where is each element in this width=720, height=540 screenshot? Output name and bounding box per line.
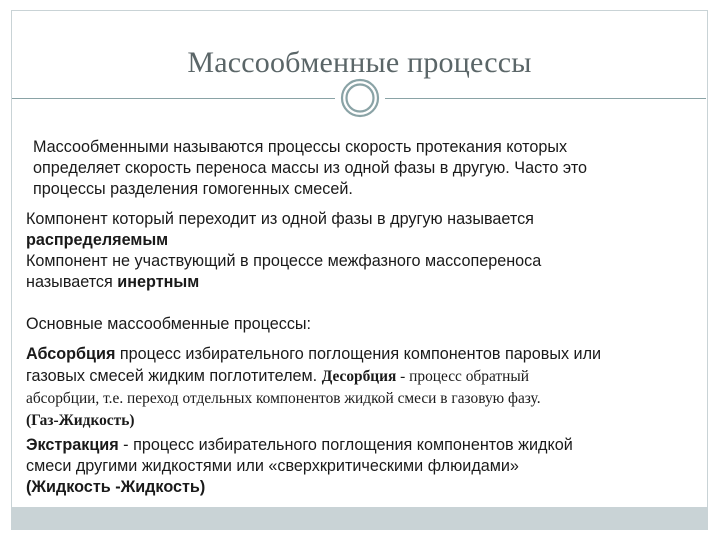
title-divider-left <box>12 98 335 99</box>
term-inert: инертным <box>117 273 200 291</box>
extraction-line-1 <box>26 435 573 456</box>
intro-line-1: Массообменными называются процессы скорость протекания которых <box>33 138 568 156</box>
main-processes-heading: Основные массообменные процессы: <box>26 315 312 333</box>
absorption-line-1-rest: процесс избирательного поглощения компонентов паровых или <box>115 345 602 363</box>
extraction-line-2: смеси другими жидкостями или «сверхкритическими флюидами» <box>26 457 519 475</box>
double-ring-ornament-icon <box>340 78 380 118</box>
absorption-line-2-rest: - процесс обратный <box>396 368 529 385</box>
absorption-line-4: (Газ-Жидкость) <box>26 412 135 429</box>
component-def-line-4 <box>26 272 199 293</box>
component-def-line-2 <box>26 230 168 251</box>
component-def-line-1: Компонент который переходит из одной фазы в другую называется <box>26 210 534 228</box>
component-def-line-4-prefix: называется <box>26 273 118 291</box>
bottom-bar <box>12 507 707 529</box>
absorption-line-3: абсорбции, т.е. переход отдельных компонентов жидкой смеси в газовую фазу. <box>26 390 541 407</box>
intro-line-3: процессы разделения гомогенных смесей. <box>33 180 353 198</box>
absorption-line-1 <box>26 344 601 365</box>
desorption-term: Десорбция <box>321 368 397 385</box>
absorption-line-2 <box>26 366 529 387</box>
term-distributed: распределяемым <box>26 231 169 249</box>
extraction-line-1-rest: - процесс избирательного поглощения компонентов жидкой <box>118 436 573 454</box>
intro-line-2: определяет скорость переноса массы из одной фазы в другую. Часто это <box>33 159 588 177</box>
slide-title: Массообменные процессы <box>187 46 532 79</box>
absorption-line-2-prefix: газовых смесей жидким поглотителем. <box>26 367 322 385</box>
extraction-line-3: (Жидкость -Жидкость) <box>26 478 206 496</box>
title-divider-right <box>385 98 706 99</box>
extraction-term: Экстракция <box>26 436 119 454</box>
component-def-line-3: Компонент не участвующий в процессе межфазного массопереноса <box>26 252 542 270</box>
absorption-term: Абсорбция <box>26 345 116 363</box>
